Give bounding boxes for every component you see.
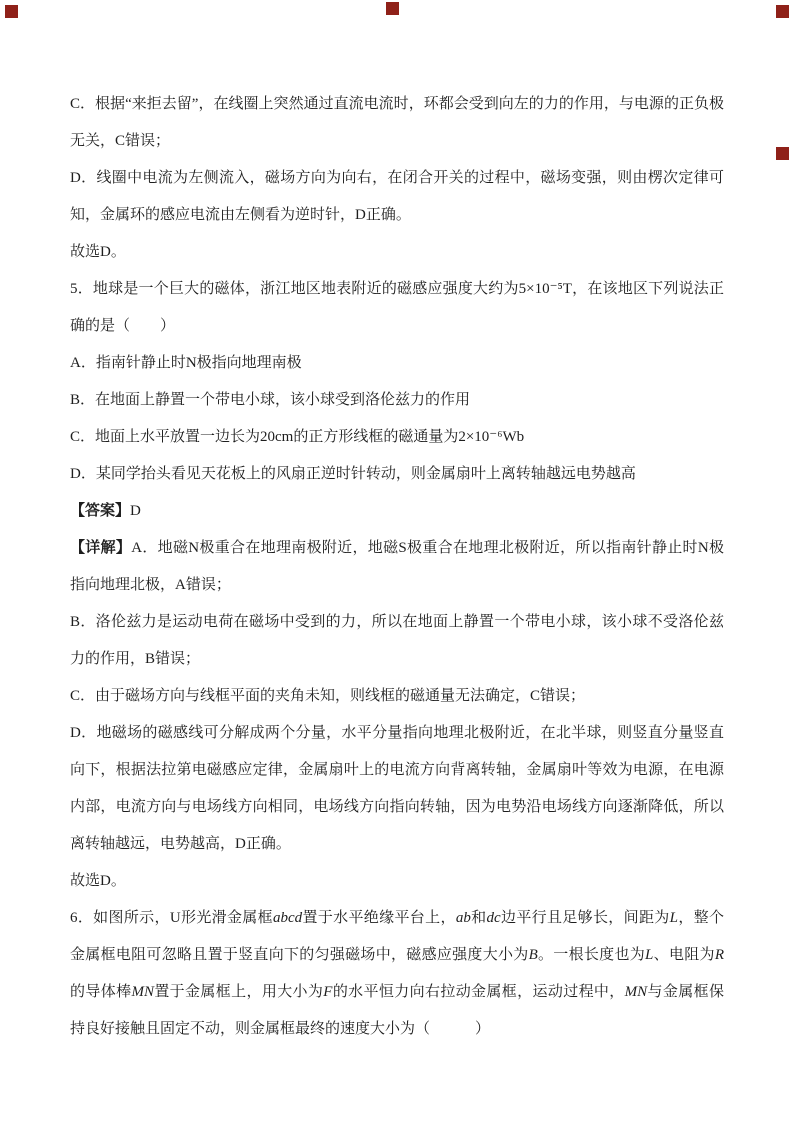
variable-text: R bbox=[714, 947, 724, 963]
question-6-stem bbox=[70, 900, 724, 1048]
text-run: 和 bbox=[470, 910, 487, 926]
variable-text: abcd bbox=[272, 910, 303, 926]
variable-text: ab bbox=[455, 910, 471, 926]
text-run: 5．地球是一个巨大的磁体，浙江地区地表附近的磁感应强度大约为5×10⁻⁵T，在该地区下列说法正确的是（ ） bbox=[70, 281, 724, 334]
variable-text: dc bbox=[486, 910, 501, 926]
text-run: C．地面上水平放置一边长为20cm的正方形线框的磁通量为2×10⁻⁶Wb bbox=[70, 429, 525, 445]
q5-option-a bbox=[70, 345, 724, 382]
text-run: B．在地面上静置一个带电小球，该小球受到洛伦兹力的作用 bbox=[70, 392, 471, 408]
document-body bbox=[70, 86, 724, 1048]
question-5-stem bbox=[70, 271, 724, 345]
variable-text: MN bbox=[131, 984, 154, 1000]
answer-conclusion-4 bbox=[70, 234, 724, 271]
explain-4-option-d bbox=[70, 160, 724, 234]
text-run: 置于金属框上，用大小为 bbox=[153, 984, 324, 1000]
text-run: 的水平恒力向右拉动金属框，运动过程中， bbox=[332, 984, 625, 1000]
text-run: D bbox=[130, 503, 141, 519]
text-run: C．根据“来拒去留”，在线圈上突然通过直流电流时，环都会受到向左的力的作用，与电源的正负极无关，C错误； bbox=[70, 96, 724, 149]
text-run: 、电阻为 bbox=[653, 947, 715, 963]
text-run: 故选D。 bbox=[70, 244, 126, 260]
q5-explain-option-b bbox=[70, 604, 724, 678]
text-run: D．地磁场的磁感线可分解成两个分量，水平分量指向地理北极附近，在北半球，则竖直分量竖直向下，根据法拉第电磁感应定律，金属扇叶上的电流方向背离转轴，金属扇叶等效为电源，在电源内部，电流方向与电场线方向相同，电场线方向指向转轴，因为电势沿电场线方向逐渐降低，所以离转轴越远，电势越高，D正确。 bbox=[70, 725, 724, 852]
red-square-top-left bbox=[5, 5, 18, 18]
text-run: 置于水平绝缘平台上， bbox=[302, 910, 456, 926]
q5-option-b bbox=[70, 382, 724, 419]
text-run: 故选D。 bbox=[70, 873, 126, 889]
red-square-right-edge bbox=[776, 147, 789, 160]
label-bold-text: 【详解】 bbox=[70, 540, 132, 556]
q5-option-c bbox=[70, 419, 724, 456]
text-run: D．线圈中电流为左侧流入，磁场方向为向右，在闭合开关的过程中，磁场变强，则由楞次定律可知，金属环的感应电流由左侧看为逆时针，D正确。 bbox=[70, 170, 724, 223]
variable-text: B bbox=[528, 947, 538, 963]
q5-option-d bbox=[70, 456, 724, 493]
text-run: C．由于磁场方向与线框平面的夹角未知，则线框的磁通量无法确定，C错误； bbox=[70, 688, 586, 704]
explain-4-option-c bbox=[70, 86, 724, 160]
text-run: A．地磁N极重合在地理南极附近，地磁S极重合在地理北极附近，所以指南针静止时N极指向地理北极，A错误； bbox=[70, 540, 724, 593]
q5-explain-option-a bbox=[70, 530, 724, 604]
text-run: 的导体棒 bbox=[70, 984, 132, 1000]
variable-text: MN bbox=[624, 984, 648, 1000]
text-run: 。一根长度也为 bbox=[537, 947, 646, 963]
text-run: D．某同学抬头看见天花板上的风扇正逆时针转动，则金属扇叶上离转轴越远电势越高 bbox=[70, 466, 636, 482]
variable-text: F bbox=[323, 984, 333, 1000]
q5-answer bbox=[70, 493, 724, 530]
text-run: 6．如图所示，U形光滑金属框 bbox=[70, 910, 273, 926]
variable-text: L bbox=[669, 910, 678, 926]
text-run: ，整个金属框电阻可忽略且置于竖直向下的匀强磁场中，磁感应强度大小为 bbox=[70, 910, 724, 963]
q5-explain-option-d bbox=[70, 715, 724, 863]
red-square-top-center bbox=[386, 2, 399, 15]
text-run: A．指南针静止时N极指向地理南极 bbox=[70, 355, 302, 371]
q5-explain-option-c bbox=[70, 678, 724, 715]
answer-conclusion-5 bbox=[70, 863, 724, 900]
text-run: 与金属框保持良好接触且固定不动，则金属框最终的速度大小为（ ） bbox=[70, 984, 724, 1037]
text-run: B．洛伦兹力是运动电荷在磁场中受到的力，所以在地面上静置一个带电小球，该小球不受洛伦兹力的作用，B错误； bbox=[70, 614, 724, 667]
text-run: 边平行且足够长，间距为 bbox=[500, 910, 670, 926]
variable-text: L bbox=[645, 947, 654, 963]
red-square-top-right bbox=[776, 5, 789, 18]
label-bold-text: 【答案】 bbox=[70, 503, 131, 519]
